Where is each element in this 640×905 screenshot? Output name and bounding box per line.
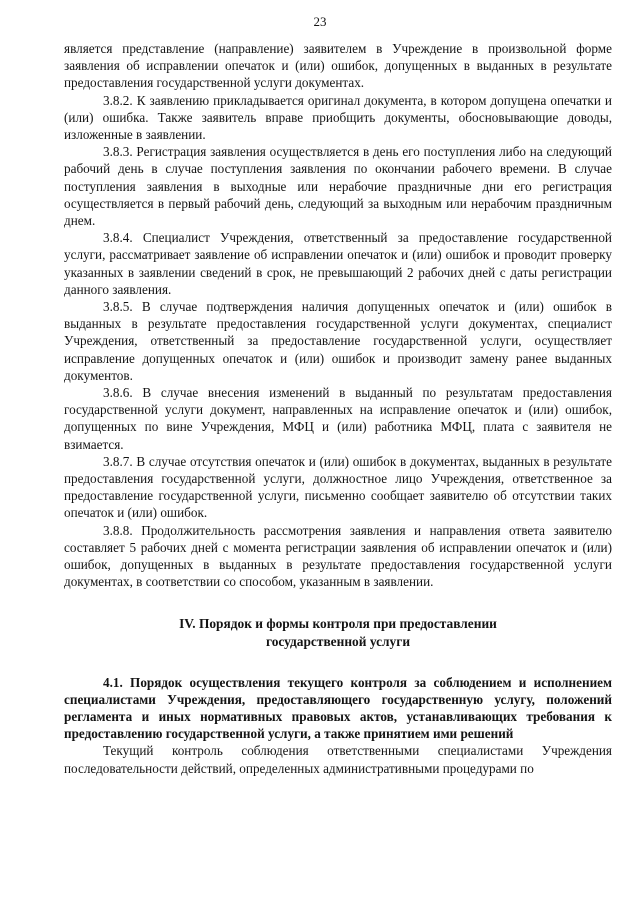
- paragraph-3-8-6: 3.8.6. В случае внесения изменений в выданный по результатам предоставления государственной услуги документ, направленных на исправление опечаток и (или) ошибок, допущенных по вине Учреждения, МФЦ и (или) работника МФЦ, плата с заявителя не взимается.: [64, 385, 612, 452]
- paragraph-3-8-5: 3.8.5. В случае подтверждения наличия допущенных опечаток и (или) ошибок в выданных в результате предоставления государственной услуги документах, специалист Учреждения, ответственный за предоставление государственной услуги, осуществляет исправление допущенных опечаток и (или) ошибок и производит замену ранее выданных документов.: [64, 299, 612, 383]
- page-number: 23: [313, 14, 327, 29]
- section-heading: [64, 615, 612, 652]
- paragraph-3-8-3: 3.8.3. Регистрация заявления осуществляется в день его поступления либо на следующий рабочий день в случае поступления заявления по окончании рабочего времени. В случае поступления заявления в выходные или нерабочие праздничные дни его регистрация осуществляется в первый рабочий день, следующий за выходным или нерабочим праздничным днем.: [64, 144, 612, 229]
- paragraph-continuation: является представление (направление) заявителем в Учреждение в произвольной форме заявления об исправлении опечаток и (или) ошибок, допущенных в выданных в результате предоставления государственной услуги документах.: [64, 41, 612, 91]
- subsection-heading: 4.1. Порядок осуществления текущего контроля за соблюдением и исполнением специалистами Учреждения, предоставляющего государственную услугу, положений регламента и иных нормативных правовых актов, устанавливающих требования к предоставлению государственной услуги, а также принятием ими решений: [64, 674, 612, 742]
- document-body: [64, 40, 612, 777]
- paragraph-4-1-body: Текущий контроль соблюдения ответственными специалистами Учреждения последовательности действий, определенных административными процедурами по: [64, 743, 612, 776]
- section-heading-line1: IV. Порядок и формы контроля при предоставлении: [179, 615, 497, 631]
- paragraph-3-8-4: 3.8.4. Специалист Учреждения, ответственный за предоставление государственной услуги, рассматривает заявление об исправлении опечаток и (или) ошибок и проводит проверку указанных в заявлении сведений в срок, не превышающий 2 рабочих дней с даты регистрации данного заявления.: [64, 230, 612, 297]
- section-heading-line2: государственной услуги: [265, 634, 411, 649]
- paragraph-3-8-2: 3.8.2. К заявлению прикладывается оригинал документа, в котором допущена опечатки и (или) ошибка. Также заявитель вправе приобщить документы, обосновывающие доводы, изложенные в заявлении.: [64, 92, 612, 143]
- paragraph-3-8-8: 3.8.8. Продолжительность рассмотрения заявления и направления ответа заявителю составляет 5 рабочих дней с момента регистрации заявления об исправлении опечаток и (или) ошибок, допущенных в выданных в результате предоставления государственной услуги документах, в соответствии со способом, указанным в заявлении.: [64, 522, 612, 590]
- paragraph-3-8-7: 3.8.7. В случае отсутствия опечаток и (или) ошибок в документах, выданных в результате предоставления государственной услуги, должностное лицо Учреждения, ответственное за предоставление государственной услуги, письменно сообщает заявителю об отсутствии таких опечаток и (или) ошибок.: [64, 453, 612, 521]
